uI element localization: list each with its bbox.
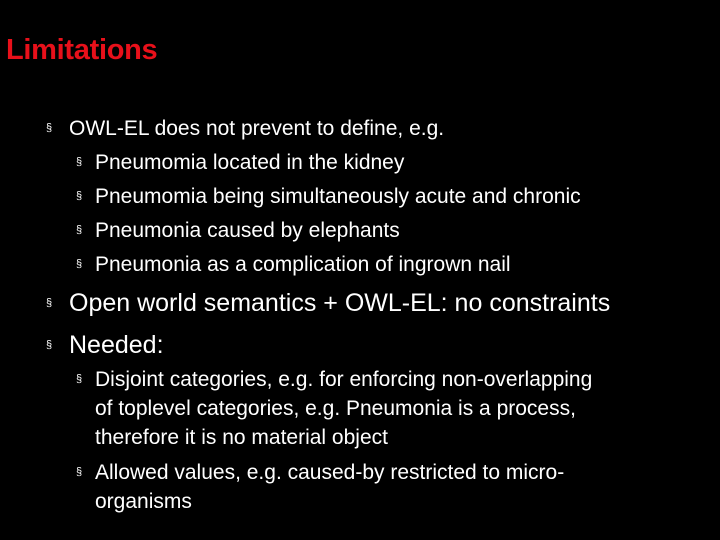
- list-item: Pneumonia as a complication of ingrown nail: [95, 253, 511, 276]
- list-item-line: of toplevel categories, e.g. Pneumonia is a process,: [95, 397, 576, 420]
- list-item: OWL-EL does not prevent to define, e.g.: [69, 117, 445, 140]
- list-item-line: Allowed values, e.g. caused-by restricted to micro-: [95, 461, 565, 484]
- bullet-icon: §: [76, 224, 83, 236]
- bullet-icon: §: [76, 156, 83, 168]
- list-item: Open world semantics + OWL-EL: no constraints: [69, 289, 611, 317]
- list-item-line: therefore it is no material object: [95, 426, 388, 449]
- list-item: Needed:: [69, 331, 164, 359]
- list-item: Pneumomia being simultaneously acute and chronic: [95, 185, 581, 208]
- list-item-line: Disjoint categories, e.g. for enforcing non-overlapping: [95, 368, 593, 391]
- slide-title: Limitations: [6, 34, 158, 66]
- bullet-icon: §: [46, 339, 53, 351]
- list-item: Pneumonia caused by elephants: [95, 219, 400, 242]
- title-bar: [0, 0, 720, 104]
- bullet-icon: §: [76, 466, 83, 478]
- bullet-icon: §: [76, 373, 83, 385]
- list-item: Pneumomia located in the kidney: [95, 151, 405, 174]
- list-item-line: organisms: [95, 490, 192, 513]
- bullet-icon: §: [46, 297, 53, 309]
- bullet-icon: §: [76, 190, 83, 202]
- bullet-icon: §: [46, 122, 53, 134]
- bullet-icon: §: [76, 258, 83, 270]
